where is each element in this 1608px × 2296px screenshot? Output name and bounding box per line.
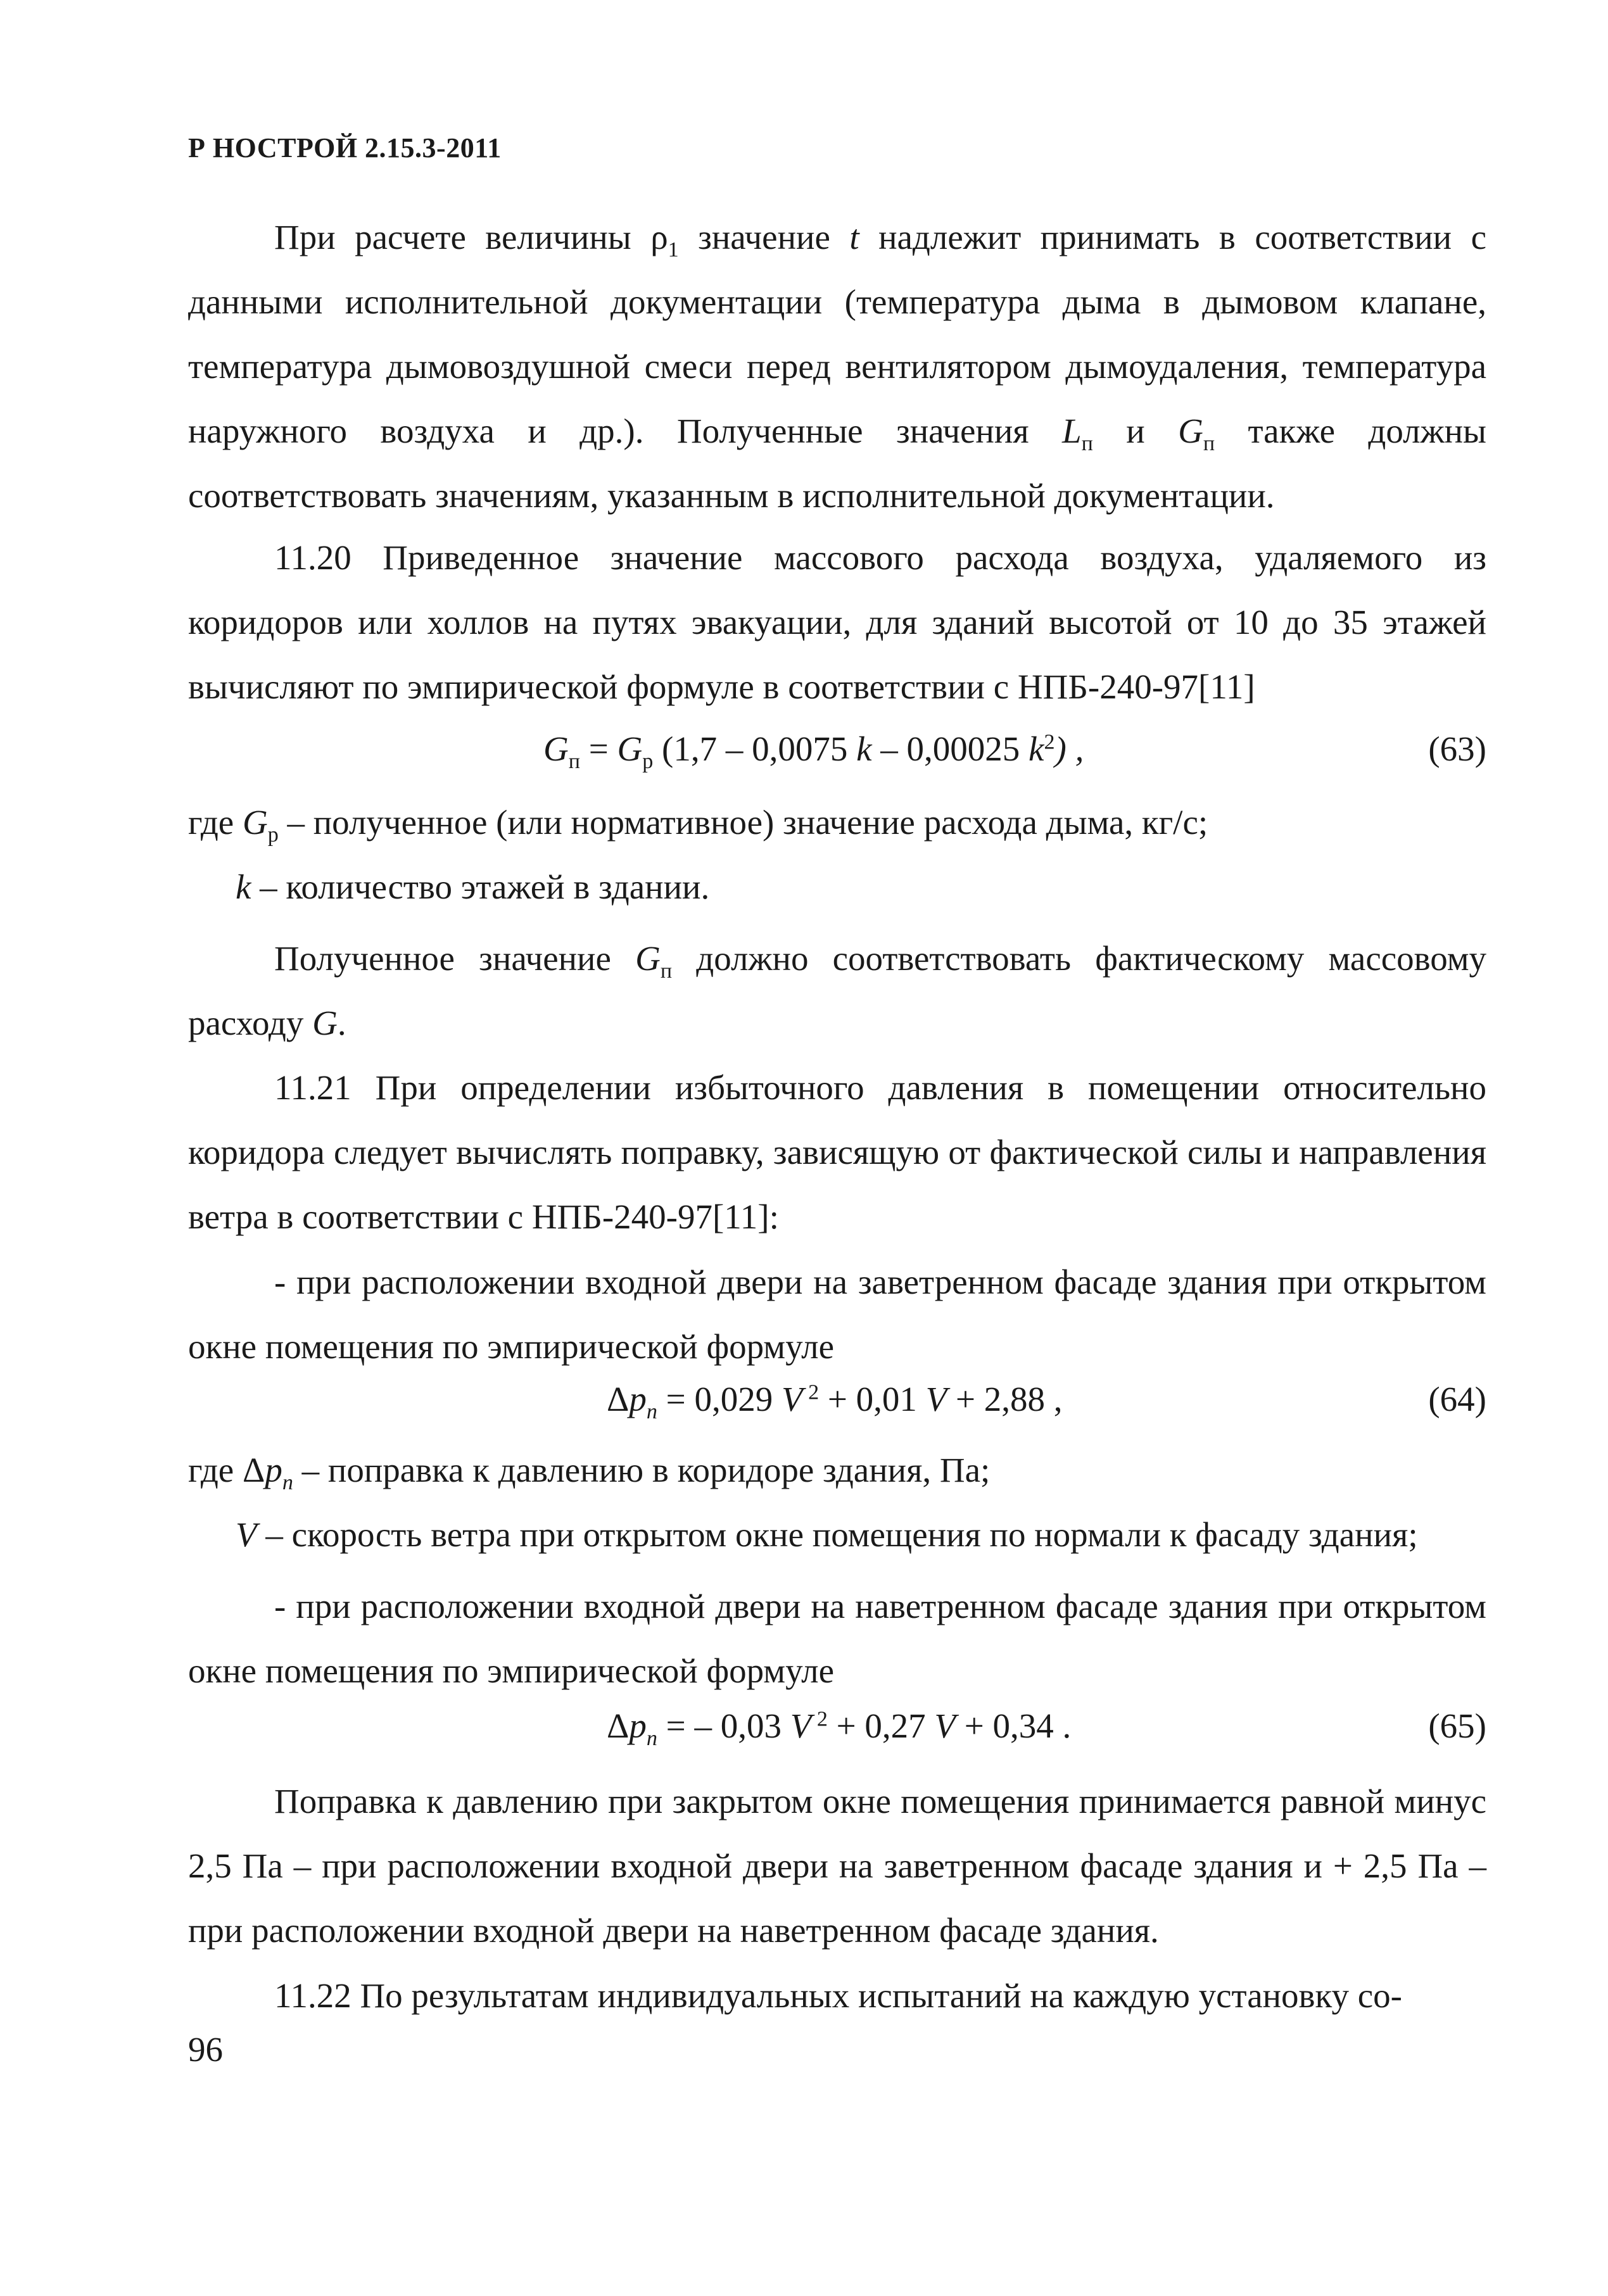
v-definition: V – скорость ветра при открытом окне помещения по нормали к фасаду здания; — [236, 1515, 1418, 1554]
k-definition: k – количество этажей в здании. — [236, 867, 710, 906]
equation-63: $G_п = G_р$ (1,7 – 0,0075 k – 0,00025 $k^2$) , — [543, 729, 1084, 773]
equation-number-64: (64) — [1428, 1380, 1486, 1418]
paragraph-leeward-door: - при расположении входной двери на заветренном фасаде здания при открытом окне помещения по эмпирической формуле — [188, 1263, 1486, 1366]
where-clause-63: где $G_р$ – полученное (или нормативное) значение расхода дыма, кг/с; — [188, 803, 1208, 847]
paragraph-density-note: При расчете величины $\rho_1$ значение t надлежит принимать в соответствии с данными исполнительной документации (температура дыма в дымовом клапане, температура дымовоздушной смеси перед вентилятором дымоудаления, температура наружного воздуха и др.). Полученные значения $L_п$ и $G_п$ также должны соответствовать значениям, указанным в исполнительной документации. — [188, 218, 1486, 515]
document-header: Р НОСТРОЙ 2.15.3-2011 — [188, 132, 502, 163]
paragraph-closed-window-correction: Поправка к давлению при закрытом окне помещения принимается равной минус 2,5 Па – при расположении входной двери на заветренном фасаде здания и + 2,5 Па – при расположении входной двери на наветренном фасаде здания. — [188, 1782, 1486, 1950]
paragraph-windward-door: - при расположении входной двери на наветренном фасаде здания при открытом окне помещения по эмпирической формуле — [188, 1587, 1486, 1690]
where-clause-64: где $\Delta p_n$ – поправка к давлению в коридоре здания, Па; — [188, 1451, 991, 1494]
paragraph-obtained-value: Полученное значение $G_п$ должно соответствовать фактическому массовому расходу G. — [188, 939, 1487, 1042]
paragraph-11-22: 11.22 По результатам индивидуальных испытаний на каждую установку со- — [274, 1976, 1402, 2015]
equation-number-65: (65) — [1428, 1706, 1486, 1745]
paragraph-11-21: 11.21 При определении избыточного давления в помещении относительно коридора следует вычислять поправку, зависящую от фактической силы и направления ветра в соответствии с НПБ-240-97[11]: — [188, 1068, 1486, 1236]
equation-64: $\Delta p_n = 0,029$ V $^2$ + 0,01 V + 2,88 , — [607, 1380, 1063, 1423]
paragraph-11-20: 11.20 Приведенное значение массового расхода воздуха, удаляемого из коридоров или холлов на путях эвакуации, для зданий высотой от 10 до 35 этажей вычисляют по эмпирической формуле в соответствии с НПБ-240-97[11] — [188, 538, 1486, 706]
page-number: 96 — [188, 2030, 223, 2069]
equation-number-63: (63) — [1428, 729, 1486, 768]
equation-65: $\Delta p_n$ = – 0,03 V $^2$ + 0,27 V + 0,34 . — [607, 1706, 1072, 1750]
